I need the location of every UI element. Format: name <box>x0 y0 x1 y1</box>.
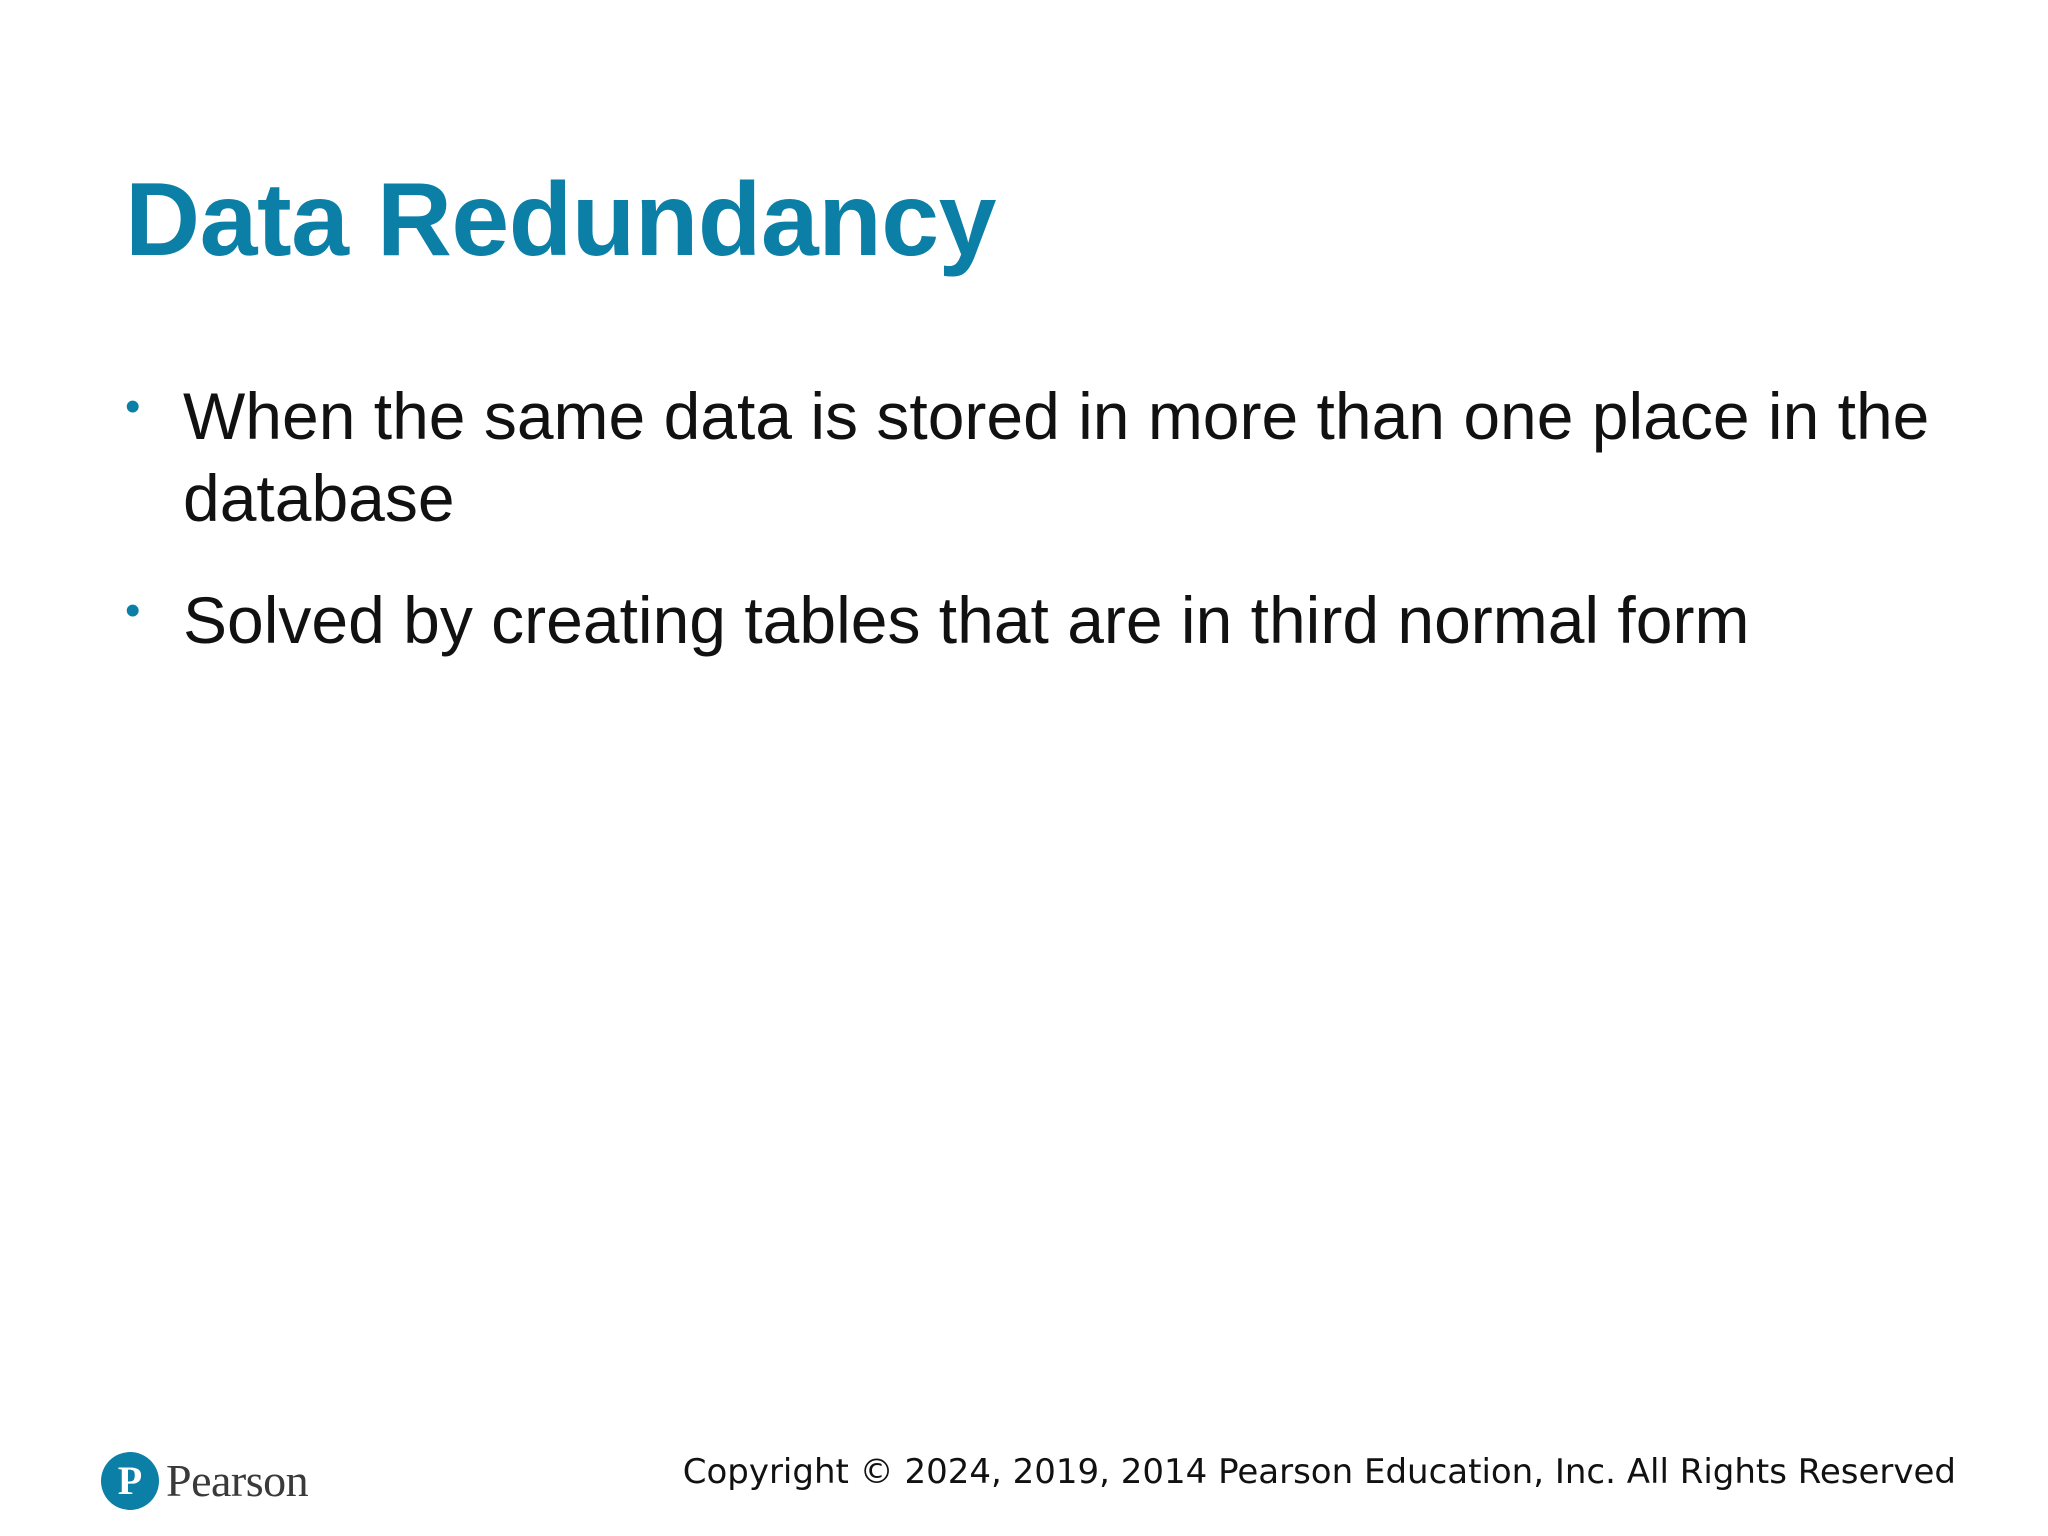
bullet-item <box>125 375 1955 539</box>
bullet-text: Solved by creating tables that are in third normal form <box>183 583 1750 657</box>
pearson-logo <box>100 1448 308 1514</box>
pearson-logo-icon <box>100 1451 160 1511</box>
bullet-text: When the same data is stored in more than one place in the database <box>183 379 1930 535</box>
slide-title: Data Redundancy <box>125 162 996 278</box>
bullet-item <box>125 579 1955 661</box>
logo-mark-letter: P <box>117 1458 143 1503</box>
logo-wordmark: Pearson <box>166 1455 309 1506</box>
bullet-list <box>125 375 1955 701</box>
bullet-dot: • <box>125 382 141 431</box>
copyright-notice: Copyright © 2024, 2019, 2014 Pearson Education, Inc. All Rights Reserved <box>682 1452 1956 1492</box>
bullet-dot: • <box>125 586 141 635</box>
